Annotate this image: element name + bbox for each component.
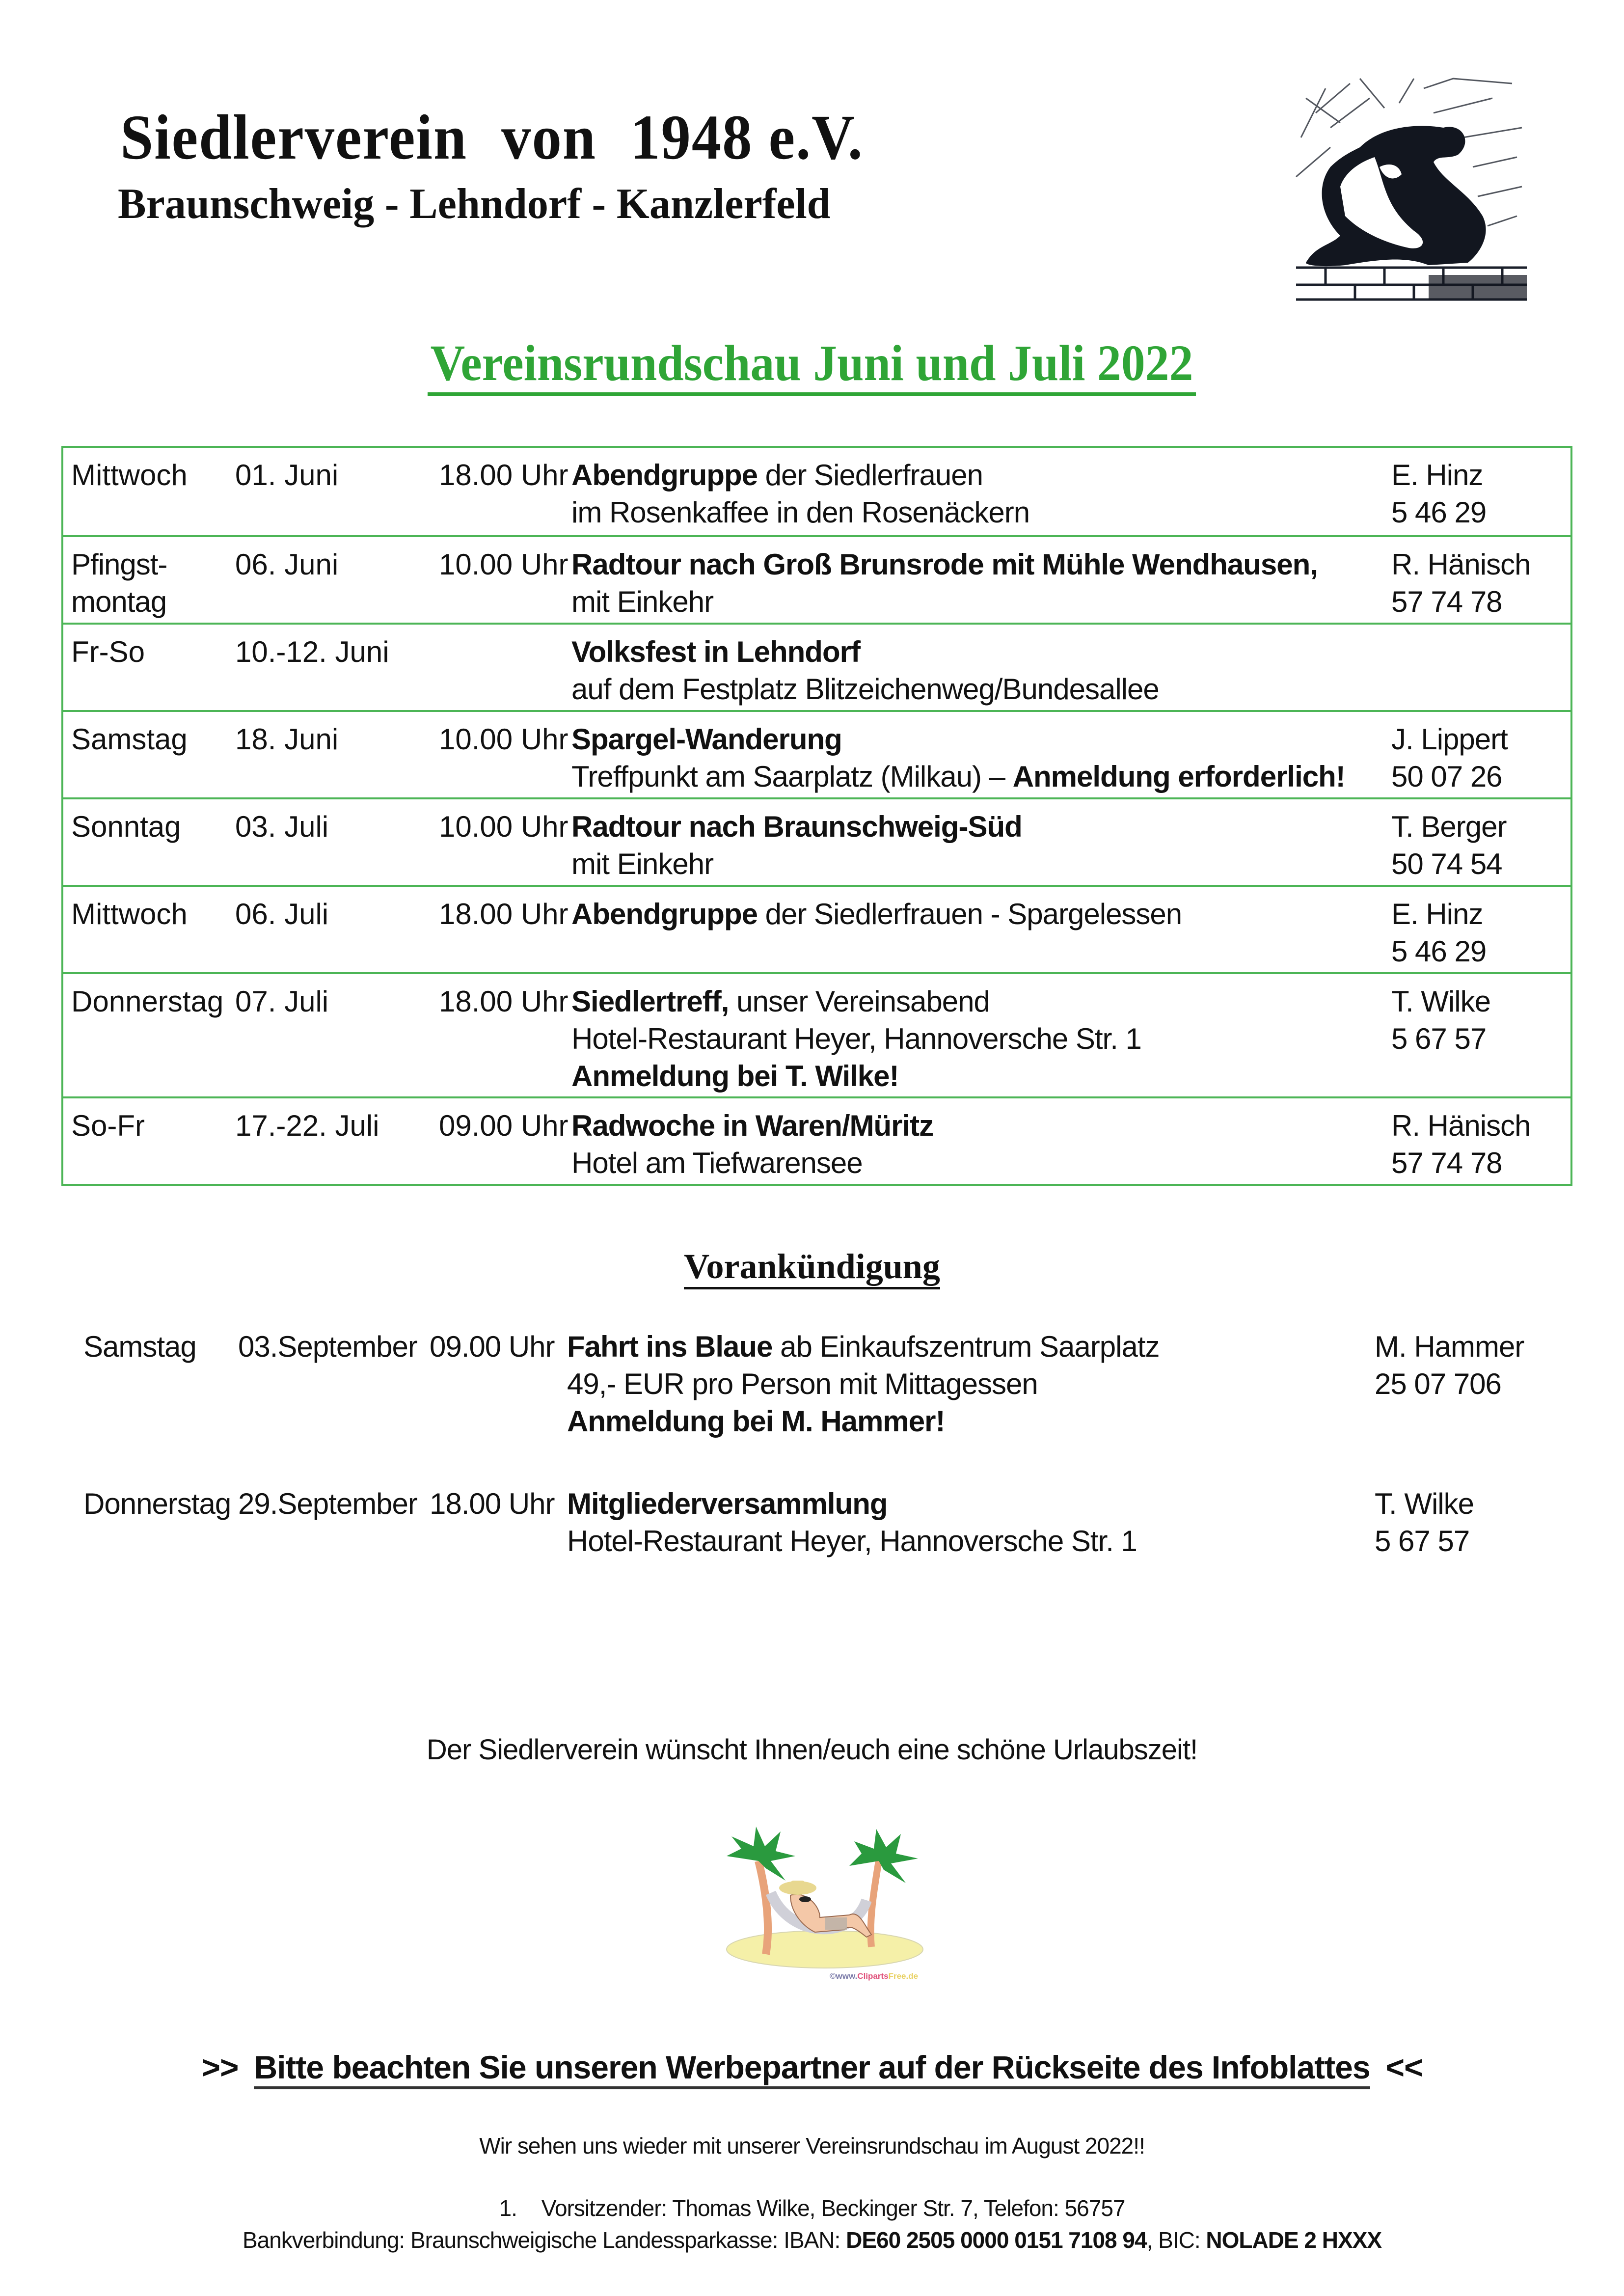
contact-name: R. Hänisch: [1391, 548, 1531, 581]
event-date: 29.September: [238, 1487, 417, 1520]
event-date: 07. Juli: [235, 985, 329, 1018]
text-normal: auf dem Festplatz Blitzeichenweg/Bundesallee: [571, 673, 1159, 706]
event-date: 18. Juni: [235, 723, 339, 756]
text-normal: der Siedlerfrauen: [757, 459, 983, 492]
event-contact: [1391, 1107, 1530, 1182]
hammock-palm-trees-icon: [707, 1812, 943, 1974]
event-row: [63, 797, 1570, 885]
event-time: 09.00 Uhr: [439, 1109, 568, 1142]
contact-phone: 5 46 29: [1391, 935, 1487, 968]
event-day: Fr-So: [71, 635, 145, 668]
event-description-line: [571, 758, 1345, 795]
event-contact: [1375, 1485, 1474, 1560]
contact-name: R. Hänisch: [1391, 1109, 1531, 1142]
event-description-line: [571, 1058, 1141, 1095]
issue-title: [0, 335, 1624, 396]
org-name-part: 1948 e.V.: [630, 102, 864, 173]
palm-leaves: [727, 1827, 918, 1883]
event-date: 06. Juli: [235, 898, 329, 930]
event-day-line: Pfingst-: [71, 548, 167, 581]
event-description: [571, 633, 1159, 708]
credit-part: ©www.: [830, 1971, 858, 1981]
contact-phone: 50 07 26: [1391, 760, 1502, 793]
event-row: [63, 1096, 1570, 1184]
text-bold: Spargel-Wanderung: [571, 723, 842, 756]
contact-phone: 5 67 57: [1391, 1022, 1487, 1055]
text-normal: ab Einkaufszentrum Saarplatz: [772, 1330, 1160, 1363]
event-description: [571, 983, 1141, 1095]
event-day: Sonntag: [71, 810, 181, 843]
event-day: So-Fr: [71, 1109, 145, 1142]
chairman-text: Vorsitzender: Thomas Wilke, Beckinger Str. 7, Telefon: 56757: [541, 2195, 1125, 2221]
event-description: [571, 457, 1029, 531]
contact-phone: 25 07 706: [1375, 1367, 1501, 1400]
org-name-part: von: [501, 102, 596, 173]
event-contact: [1391, 546, 1530, 621]
event-time: 18.00 Uhr: [439, 459, 568, 492]
event-time: 10.00 Uhr: [439, 810, 568, 843]
event-description: [571, 721, 1345, 795]
text-normal: unser Vereinsabend: [729, 985, 990, 1018]
event-description-line: [571, 546, 1318, 583]
text-normal: Hotel-Restaurant Heyer, Hannoversche Str. 1: [567, 1525, 1137, 1558]
event-contact: [1391, 983, 1490, 1058]
vacation-wish: Der Siedlerverein wünscht Ihnen/euch eine schöne Urlaubszeit!: [426, 1734, 1198, 1766]
event-description-line: [571, 671, 1159, 708]
organization-location: Braunschweig - Lehndorf - Kanzlerfeld: [118, 180, 831, 228]
bank-label: Bankverbindung: Braunschweigische Landessparkasse: IBAN:: [242, 2227, 846, 2253]
event-row: [63, 623, 1570, 710]
contact-name: T. Wilke: [1391, 985, 1490, 1018]
event-time: 09.00 Uhr: [430, 1330, 555, 1363]
text-bold: Anmeldung erforderlich!: [1012, 760, 1345, 793]
text-bold: Radwoche in Waren/Müritz: [571, 1109, 934, 1142]
event-description-line: [571, 583, 1318, 621]
event-row: [63, 535, 1570, 623]
event-day: Samstag: [71, 723, 188, 756]
partner-note-text: Bitte beachten Sie unseren Werbepartner auf der Rückseite des Infoblattes: [254, 2049, 1370, 2089]
text-bold: Radtour nach Braunschweig-Süd: [571, 810, 1022, 843]
event-day: Donnerstag: [71, 985, 224, 1018]
contact-phone: 50 74 54: [1391, 847, 1502, 880]
text-normal: Hotel am Tiefwarensee: [571, 1147, 863, 1179]
event-row: [63, 972, 1570, 1096]
kneeling-figure-logo-icon: [1286, 69, 1542, 319]
event-description-line: [567, 1328, 1160, 1366]
event-description: [571, 1107, 933, 1182]
text-bold: Radtour nach Groß Brunsrode mit Mühle Wendhausen,: [571, 548, 1318, 581]
bic-label: , BIC:: [1146, 2227, 1206, 2253]
text-normal: der Siedlerfrauen - Spargelessen: [757, 898, 1182, 930]
text-normal: 49,- EUR pro Person mit Mittagessen: [567, 1367, 1038, 1400]
contact-name: J. Lippert: [1391, 723, 1508, 756]
event-date: 10.-12. Juni: [235, 635, 389, 668]
event-description-line: [571, 983, 1141, 1020]
event-row: [63, 710, 1570, 797]
preview-title: [0, 1247, 1624, 1289]
partner-note: [0, 2049, 1624, 2086]
bank-details: [0, 2227, 1624, 2253]
contact-name: T. Wilke: [1375, 1487, 1474, 1520]
event-description: [567, 1485, 1137, 1560]
arrow-right-icon: >>: [201, 2049, 239, 2085]
event-description-line: [571, 1145, 933, 1182]
event-date: 03.September: [238, 1330, 417, 1363]
event-description-line: [571, 808, 1022, 846]
event-time: 18.00 Uhr: [439, 898, 568, 930]
next-issue-note: Wir sehen uns wieder mit unserer Vereinsrundschau im August 2022!!: [479, 2133, 1145, 2159]
organization-name: [120, 101, 864, 174]
org-name-part: Siedlerverein: [120, 102, 467, 173]
credit-part: Free.de: [888, 1971, 919, 1981]
event-contact: [1391, 896, 1486, 970]
text-normal: im Rosenkaffee in den Rosenäckern: [571, 496, 1030, 529]
text-normal: Hotel-Restaurant Heyer, Hannoversche Str. 1: [571, 1022, 1141, 1055]
event-description-line: [571, 846, 1022, 883]
list-number: 1.: [499, 2195, 517, 2221]
event-description-line: [567, 1403, 1160, 1440]
event-description-line: [571, 721, 1345, 758]
text-normal: Treffpunkt am Saarplatz (Milkau) –: [571, 760, 1013, 793]
event-time: 10.00 Uhr: [439, 548, 568, 581]
text-normal: mit Einkehr: [571, 585, 714, 618]
text-bold: Fahrt ins Blaue: [567, 1330, 773, 1363]
event-row: [63, 448, 1570, 535]
text-bold: Volksfest in Lehndorf: [571, 635, 860, 668]
event-time: 18.00 Uhr: [439, 985, 568, 1018]
contact-name: E. Hinz: [1391, 898, 1483, 930]
contact-phone: 5 46 29: [1391, 496, 1487, 529]
contact-name: E. Hinz: [1391, 459, 1483, 492]
event-contact: [1391, 721, 1508, 795]
text-bold: Abendgruppe: [571, 459, 758, 492]
text-bold: Siedlertreff,: [571, 985, 729, 1018]
event-day-line: montag: [71, 585, 167, 618]
contact-phone: 57 74 78: [1391, 1147, 1502, 1179]
event-description-line: [571, 494, 1029, 531]
event-description-line: [571, 896, 1182, 933]
event-description-line: [571, 1107, 933, 1145]
event-description-line: [567, 1523, 1137, 1560]
event-description-line: [567, 1485, 1137, 1523]
clipart-credit: [830, 1971, 918, 1981]
contact-phone: 5 67 57: [1375, 1525, 1470, 1558]
text-bold: Mitgliederversammlung: [567, 1487, 888, 1520]
event-date: 06. Juni: [235, 548, 339, 581]
event-day: [71, 546, 228, 621]
contact-name: M. Hammer: [1375, 1330, 1524, 1363]
text-normal: mit Einkehr: [571, 847, 714, 880]
event-contact: [1391, 457, 1486, 531]
text-bold: Abendgruppe: [571, 898, 758, 930]
event-row: [63, 885, 1570, 972]
event-date: 03. Juli: [235, 810, 329, 843]
event-description: [571, 546, 1318, 621]
event-date: 17.-22. Juli: [235, 1109, 379, 1142]
credit-part: Cliparts: [857, 1971, 889, 1981]
event-contact: [1391, 808, 1506, 883]
iban: DE60 2505 0000 0151 7108 94: [846, 2227, 1147, 2253]
text-bold: Anmeldung bei M. Hammer!: [567, 1405, 945, 1438]
event-contact: [1375, 1328, 1524, 1403]
text-bold: Anmeldung bei T. Wilke!: [571, 1060, 899, 1093]
event-day: Mittwoch: [71, 459, 188, 492]
event-description: [571, 808, 1022, 883]
figure-body: [1306, 126, 1486, 266]
event-time: 10.00 Uhr: [439, 723, 568, 756]
event-description: [567, 1328, 1160, 1440]
preview-title-text: Vorankündigung: [684, 1247, 940, 1289]
event-day: Mittwoch: [71, 898, 188, 930]
event-time: 18.00 Uhr: [430, 1487, 555, 1520]
island: [727, 1931, 923, 1968]
arrow-left-icon: <<: [1385, 2049, 1423, 2085]
contact-phone: 57 74 78: [1391, 585, 1502, 618]
event-description: [571, 896, 1182, 933]
event-date: 01. Juni: [235, 459, 339, 492]
contact-name: T. Berger: [1391, 810, 1507, 843]
chairman-info: [0, 2195, 1624, 2221]
event-day: Donnerstag: [83, 1487, 231, 1520]
event-description-line: [567, 1366, 1160, 1403]
events-table: [61, 446, 1572, 1186]
event-day: Samstag: [83, 1330, 196, 1363]
bic: NOLADE 2 HXXX: [1206, 2227, 1382, 2253]
event-description-line: [571, 633, 1159, 671]
event-description-line: [571, 1020, 1141, 1058]
event-description-line: [571, 457, 1029, 494]
issue-title-text: Vereinsrundschau Juni und Juli 2022: [428, 335, 1196, 396]
